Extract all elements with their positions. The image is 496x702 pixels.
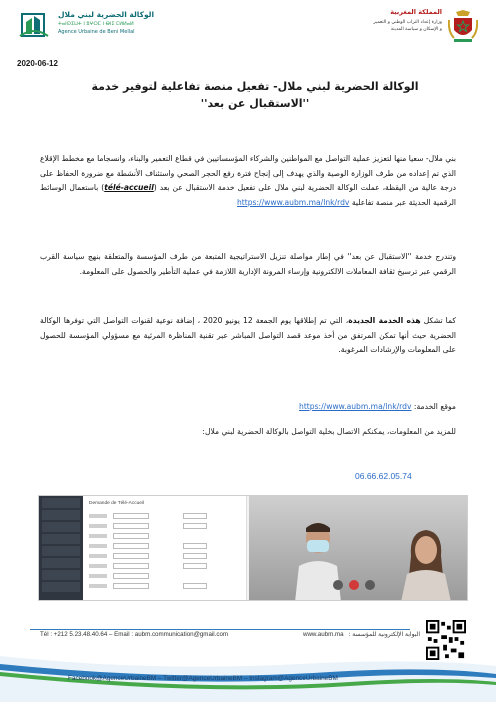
person-icon <box>399 526 453 601</box>
paragraph-intro-text-after: ) باستعمال الوسائط الرقمية الحديثة عبر منصة تفاعلية <box>40 183 456 207</box>
footer-portal-label: البوابة الإلكترونية للمؤسسة : <box>348 631 420 638</box>
document-date: 2020-06-12 <box>17 59 58 68</box>
screenshot-sidebar <box>39 496 83 601</box>
hang-up-button <box>349 580 359 590</box>
footer-band <box>0 642 496 702</box>
footer-website[interactable]: www.aubm.ma <box>303 631 344 638</box>
document-title: الوكالة الحضرية لبني ملال- تفعيل منصة تفاعلية لتوفير خدمة ''الاستقبال عن بعد'' <box>91 80 419 110</box>
paragraph-service-bold: هذه الخدمة الجديدة <box>348 316 421 325</box>
mic-button <box>365 580 375 590</box>
footer-wave-decoration <box>0 642 496 702</box>
screenshot-form <box>83 496 247 601</box>
more-info-text: للمزيد من المعلومات، يمكنكم الاتصال بخلية التواصل بالوكالة الحضرية لبني ملال: <box>202 427 456 436</box>
agency-name-fr: Agence Urbaine de Beni Mellal <box>58 29 135 35</box>
paragraph-intro-text-before: بني ملال- سعيا منها لتعزيز عملية التواصل مع المواطنين والشركاء المؤسساتيين في قطاع التعمير والبناء، وانسجاما مع مخطط الإقلاع الذي تم إعداده من طرف الوزارة الوصية والذي يهدف إلى إنجاح فترة رفع الحجر الصحي واستئناف الأنشطة مع ضرورة الحفاظ على درجة عالية من اليقظة، عملت الوكالة الحضرية لبني ملال على تفعيل خدمة الاستقبال عن بعد ( <box>40 154 456 193</box>
paragraph-service-text-before: كما تشكل <box>420 316 456 325</box>
ministry-name-line2: و الإسكان و سياسة المدينة <box>390 27 442 32</box>
coat-of-arms-icon <box>448 10 478 44</box>
paragraph-intro <box>40 152 456 210</box>
footer-social-links[interactable]: Facebook@AgenceUrbaineBM – Twitter@AgenceUrbaineBM – Instagram@AgenceUrbaineBM <box>68 675 338 682</box>
agency-name-ar: الوكالة الحضرية لبني ملال <box>58 10 155 19</box>
contact-phone: 06.66.62.05.74 <box>355 471 412 481</box>
rdv-link-inline[interactable]: https://www.aubm.ma/lnk/rdv <box>236 197 350 207</box>
service-site-line <box>299 402 456 411</box>
tele-accueil-term: télé-accueil <box>104 183 154 193</box>
paragraph-service-text-after: ، التي تم إطلاقها يوم الجمعة 12 يونيو 2020 ، إضافة نوعية لقنوات التواصل التي توفرها الوكالة الحضرية حيث أنها تمكن المرتفق من أخذ موعد قصد التواصل المباشر عبر تقنية المناظرة المرئية مع مسؤولي المؤسسة للحصول على المعلومات والإرشادات المرغوبة. <box>40 316 456 355</box>
video-call-view <box>249 496 468 601</box>
letterhead <box>0 0 496 50</box>
service-site-link[interactable]: https://www.aubm.ma/lnk/rdv <box>299 402 412 411</box>
agency-logo <box>18 6 168 44</box>
ministry-name-line1: وزارة إعداد التراب الوطني و التعمير <box>373 20 442 25</box>
video-call-button <box>333 580 343 590</box>
footer-contact: Tél : +212 5.23.48.40.64 – Email : aubm.communication@gmail.com <box>40 631 229 638</box>
footer-divider <box>30 629 410 630</box>
ministry-logo <box>348 4 478 48</box>
service-site-label: موقع الخدمة: <box>413 402 456 411</box>
platform-screenshot <box>38 495 468 601</box>
agency-name-tifinagh: ⵜⴰⵏⵙⵉⵡⵜ ⵏ ⵓⵖⵔⵎ ⵏ ⴱⵏⵉ ⵎⵍⵍⴰⵍ <box>58 21 134 27</box>
screenshot-form-title: Demande de Télé-Accueil <box>89 501 145 506</box>
paragraph-strategy: وتندرج خدمة ''الاستقبال عن بعد'' في إطار مواصلة تنزيل الاستراتيجية المتبعة من طرف المؤسسة والمتعلقة بنهج سياسة القرب الرقمي عبر ترسيخ ثقافة المعاملات الالكترونية وإرساء المرونة الإدارية اللازمة في عملية التأطير والحصول على المعلومة. <box>40 252 456 276</box>
kingdom-name: المملكة المغربية <box>390 8 442 16</box>
paragraph-service <box>40 314 456 358</box>
agency-emblem-icon <box>18 8 50 40</box>
footer-contact-row <box>40 631 420 638</box>
